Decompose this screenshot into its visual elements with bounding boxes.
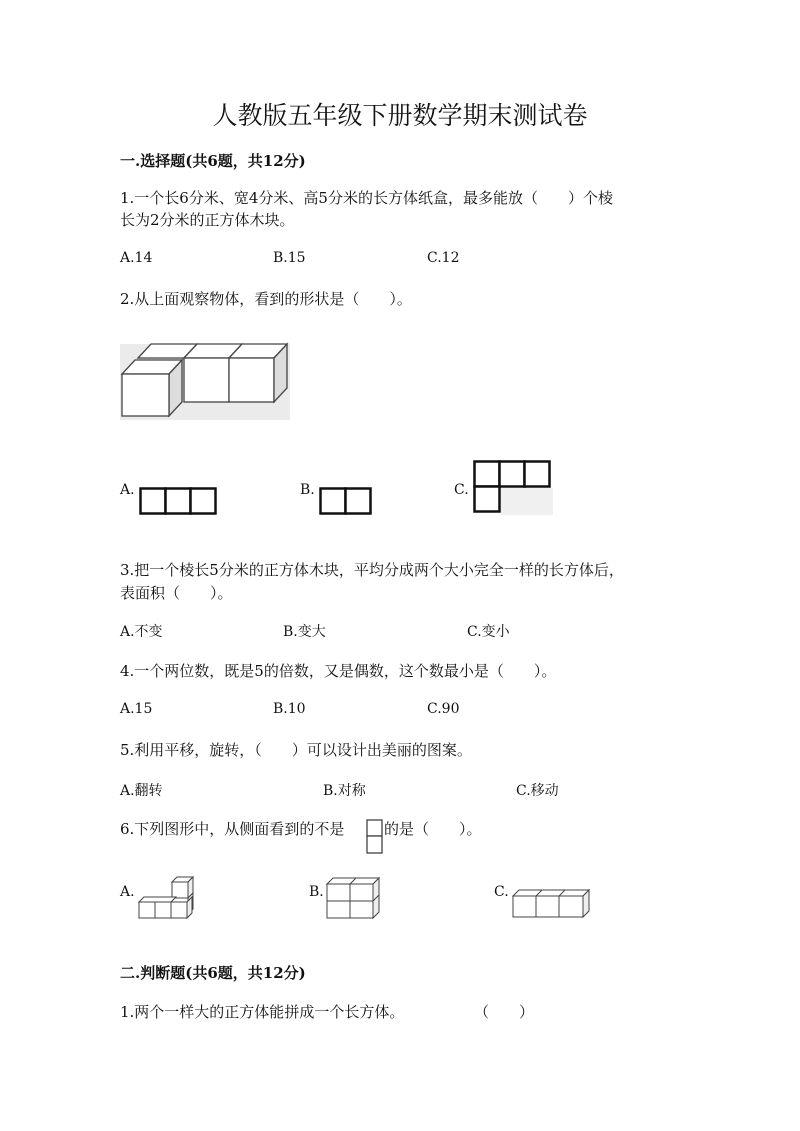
q2-cube-figure (120, 344, 290, 420)
question-6-text-before: 6.下列图形中，从侧面看到的不是 (120, 820, 345, 838)
page-title: 人教版五年级下册数学期末测试卷 (212, 101, 588, 130)
q2-option-a-figure (139, 487, 219, 515)
q1-option-b: B.15 (273, 250, 306, 266)
q4-option-b: B.10 (273, 701, 306, 717)
question-1-line-1: 1.一个长6分米、宽4分米、高5分米的长方体纸盒，最多能放（ ）个棱 (120, 189, 613, 207)
q2-option-b: B. (300, 482, 315, 498)
judgement-1-answer-blank: （ ） (474, 1003, 535, 1021)
q5-option-b: B.对称 (323, 783, 366, 799)
q5-option-a: A.翻转 (120, 783, 163, 799)
section-heading-judgement: 二.判断题(共6题，共12分) (120, 964, 306, 982)
q2-option-b-figure (319, 487, 375, 515)
judgement-1: 1.两个一样大的正方体能拼成一个长方体。 (120, 1003, 405, 1021)
q6-option-a-figure (138, 877, 196, 919)
q1-option-c: C.12 (427, 250, 460, 266)
q3-option-c: C.变小 (467, 624, 510, 640)
q1-option-a: A.14 (120, 250, 153, 266)
q6-option-a: A. (120, 884, 135, 900)
question-2: 2.从上面观察物体，看到的形状是（ ）。 (120, 290, 412, 308)
q2-option-c: C. (454, 482, 469, 498)
q4-option-a: A.15 (120, 701, 153, 717)
q6-option-b: B. (309, 884, 324, 900)
q6-option-b-figure (325, 877, 381, 919)
question-1-line-2: 长为2分米的正方体木块。 (120, 211, 295, 229)
question-5: 5.利用平移，旋转，（ ）可以设计出美丽的图案。 (120, 741, 472, 759)
q2-option-a: A. (120, 482, 135, 498)
question-3-line-2: 表面积（ ）。 (120, 584, 233, 602)
q4-option-c: C.90 (427, 701, 460, 717)
q6-option-c: C. (494, 884, 509, 900)
q5-option-c: C.移动 (516, 783, 559, 799)
q6-option-c-figure (511, 889, 591, 919)
q3-option-b: B.变大 (283, 624, 326, 640)
q2-option-c-figure (473, 460, 555, 516)
question-3-line-1: 3.把一个棱长5分米的正方体木块，平均分成两个大小完全一样的长方体后， (120, 561, 624, 579)
q3-option-a: A.不变 (120, 624, 163, 640)
section-heading-choice: 一.选择题(共6题，共12分) (120, 152, 306, 170)
question-4: 4.一个两位数，既是5的倍数，又是偶数，这个数最小是（ ）。 (120, 662, 557, 680)
q6-inline-figure (366, 819, 383, 855)
question-6-text-after: 的是（ ）。 (384, 820, 482, 838)
